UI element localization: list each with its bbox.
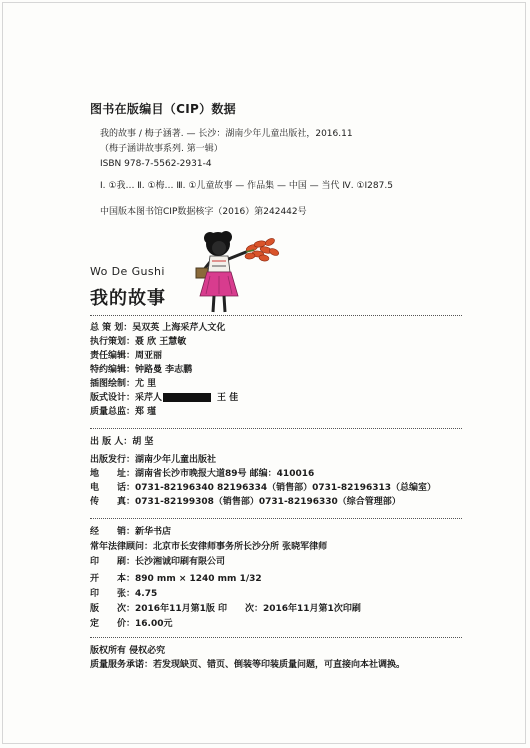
divider [90,428,462,429]
credit-label: 总 策 划： [90,323,133,333]
credit-value: 采芹人 [135,393,163,403]
distributor-row [90,454,216,467]
printing-row [90,526,171,539]
credit-value: 王 佳 [217,393,239,403]
phone-value: 0731-82196340 82196334（销售部）0731-82196313（总编室） [135,483,437,493]
credit-label: 质量总监： [90,407,136,417]
printing-label: 经 销： [90,527,136,537]
printing-label: 印 张： [90,589,136,599]
publisher-label: 出 版 人： [90,437,133,447]
credit-row [90,406,156,419]
printing-row [90,541,327,554]
credit-row [90,392,238,405]
divider [90,315,462,316]
credit-label: 版式设计： [90,393,136,403]
publisher-row [90,436,153,449]
printing-value: 长沙湘诚印刷有限公司 [135,557,226,567]
rights-notice: 版权所有 侵权必究 [90,646,166,656]
printing-value: 2016年11月第1版 印 次：2016年11月第1次印刷 [135,604,361,614]
credit-value: 聂 欣 王慧敏 [135,337,187,347]
phone-row [90,482,436,495]
credit-row [90,378,156,391]
credit-value: 钟路曼 李志鹏 [135,365,193,375]
printing-row [90,556,225,569]
divider [90,518,462,519]
distributor-label: 出版发行： [90,455,136,465]
credit-label: 责任编辑： [90,351,136,361]
printing-row [90,618,172,631]
printing-label: 常年法律顾问： [90,542,154,552]
printing-value: 4.75 [135,589,158,599]
cip-classification: Ⅰ. ①我… Ⅱ. ①梅… Ⅲ. ①儿童故事 — 作品集 — 中国 — 当代 Ⅳ. ①I287.5 [100,181,393,191]
credit-value: 吴双英 上海采芹人文化 [132,323,226,333]
redaction-mark [163,393,211,402]
printing-row [90,573,262,586]
credit-value: 郑 瑾 [135,407,157,417]
cip-isbn: ISBN 978-7-5562-2931-4 [100,159,212,169]
phone-label: 电 话： [90,483,136,493]
credit-row [90,336,186,349]
girl-with-flowers-illustration [188,228,284,316]
printing-label: 版 次： [90,604,136,614]
page-frame [2,2,526,744]
printing-label: 开 本： [90,574,136,584]
distributor-value: 湖南少年儿童出版社 [135,455,217,465]
address-value: 湖南省长沙市晚报大道89号 邮编：410016 [135,469,315,479]
credit-value: 尤 里 [135,379,157,389]
quality-notice: 质量服务承诺：若发现缺页、错页、倒装等印装质量问题，可直接向本社调换。 [90,660,406,670]
printing-row [90,603,361,616]
credit-row [90,322,225,335]
fax-label: 传 真： [90,497,136,507]
credit-label: 插图绘制： [90,379,136,389]
cip-record-line-1: 我的故事 / 梅子涵著. — 长沙：湖南少年儿童出版社，2016.11 [100,129,353,139]
divider [90,637,462,638]
credit-label: 特约编辑： [90,365,136,375]
printing-value: 北京市长安律师事务所长沙分所 张晓军律师 [153,542,328,552]
book-title-pinyin: Wo De Gushi [90,265,165,278]
address-label: 地 址： [90,469,136,479]
credit-row [90,364,192,377]
cip-heading: 图书在版编目（CIP）数据 [90,102,236,116]
publisher-value: 胡 坚 [132,437,154,447]
credit-row [90,350,162,363]
credit-label: 执行策划： [90,337,136,347]
fax-value: 0731-82199308（销售部）0731-82196330（综合管理部） [135,497,401,507]
printing-row [90,588,157,601]
printing-label: 定 价： [90,619,136,629]
fax-row [90,496,401,509]
cip-number: 中国版本图书馆CIP数据核字（2016）第242442号 [100,207,307,217]
cip-record-line-2: （梅子涵讲故事系列. 第一辑） [100,144,223,154]
book-title: 我的故事 [90,288,166,309]
printing-label: 印 刷： [90,557,136,567]
address-row [90,468,314,481]
printing-value: 新华书店 [135,527,172,537]
printing-value: 890 mm × 1240 mm 1/32 [135,574,262,584]
credit-value: 周亚丽 [135,351,163,361]
printing-value: 16.00元 [135,619,173,629]
